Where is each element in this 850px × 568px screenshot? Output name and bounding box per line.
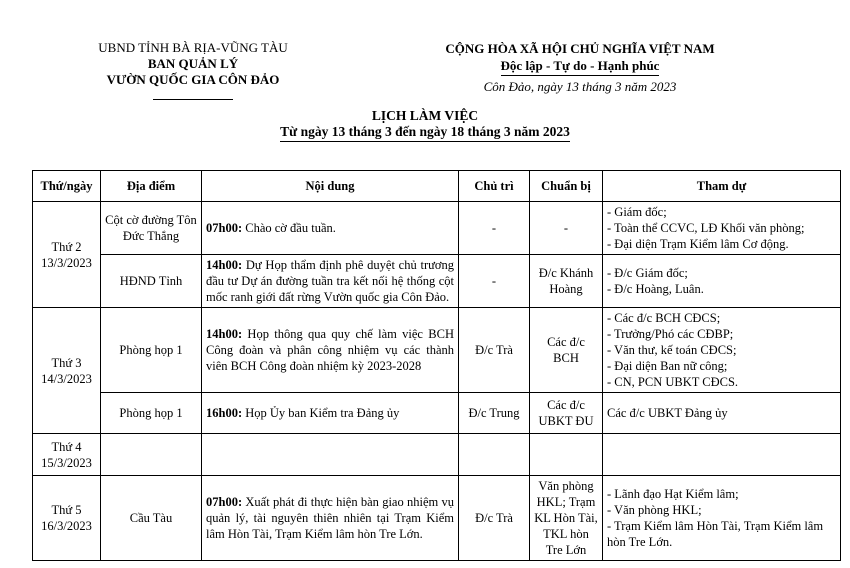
content-cell: [202, 202, 459, 255]
day-cell: [33, 308, 101, 434]
content-text: Họp thông qua quy chế làm việc BCH Công đoàn và phân công nhiệm vụ các thành viên BCH Công đoàn nhiệm kỳ 2023-2028: [206, 327, 454, 373]
attendee-line: - Đ/c Giám đốc;: [607, 266, 688, 280]
table-row: [33, 255, 841, 308]
content-cell: [202, 308, 459, 393]
day-label: Thứ 4: [51, 439, 82, 454]
issuer-park: VƯỜN QUỐC GIA CÔN ĐẢO: [106, 72, 280, 87]
time-label: 07h00:: [206, 221, 243, 235]
content-text: Xuất phát đi thực hiện bàn giao nhiệm vụ quản lý, tài nguyên thiên nhiên tại Trạm Kiểm lâm Hòn Tài, Trạm Kiểm lâm hòn Tre Lớn.: [206, 495, 454, 541]
header-chair: Chủ trì: [459, 171, 530, 202]
day-label: Thứ 2: [51, 239, 82, 254]
attendee-line: - CN, PCN UBKT CĐCS.: [607, 375, 739, 389]
table-row: [33, 202, 841, 255]
chair-cell: Đ/c Trà: [459, 308, 530, 393]
attendee-line: - Các đ/c BCH CĐCS;: [607, 311, 721, 325]
attendee-line: - Trạm Kiểm lâm Hòn Tài, Trạm Kiểm lâm hòn Tre Lớn.: [607, 519, 824, 549]
day-date: 15/3/2023: [41, 455, 92, 470]
attendees-cell: [603, 255, 841, 308]
attendee-line: - Đ/c Hoàng, Luân.: [607, 282, 704, 296]
schedule-period: Từ ngày 13 tháng 3 đến ngày 18 tháng 3 năm 2023: [280, 124, 570, 142]
time-label: 16h00:: [206, 406, 243, 420]
table-header-row: [33, 171, 841, 202]
attendee-line: - Lãnh đạo Hạt Kiểm lâm;: [607, 487, 739, 501]
content-cell: [202, 393, 459, 434]
table-row: [33, 393, 841, 434]
day-label: Thứ 3: [51, 355, 82, 370]
day-cell: [33, 202, 101, 308]
attendee-line: - Đại diện Trạm Kiểm lâm Cơ động.: [607, 237, 789, 251]
attendee-line: Các đ/c UBKT Đảng ủy: [607, 406, 728, 420]
attendees-cell: [603, 476, 841, 561]
header-content: Nội dung: [202, 171, 459, 202]
place-cell: Cột cờ đường Tôn Đức Thắng: [101, 202, 202, 255]
header-attendees: Tham dự: [603, 171, 841, 202]
place-cell: HĐND Tỉnh: [101, 255, 202, 308]
table-row: [33, 308, 841, 393]
nation-block: [400, 40, 760, 95]
prep-cell: Đ/c Khánh Hoàng: [530, 255, 603, 308]
chair-cell: Đ/c Trung: [459, 393, 530, 434]
table-row: [33, 434, 841, 476]
content-text: Họp Ủy ban Kiểm tra Đảng ủy: [242, 406, 400, 420]
issuer-underline: [153, 99, 233, 100]
prep-cell: Văn phòng HKL; Trạm KL Hòn Tài, TKL hòn Tre Lớn: [530, 476, 603, 561]
chair-cell: -: [459, 255, 530, 308]
prep-cell: [530, 434, 603, 476]
day-cell: [33, 476, 101, 561]
chair-cell: -: [459, 202, 530, 255]
time-label: 07h00:: [206, 495, 243, 509]
schedule-title-block: [0, 108, 850, 142]
nation-motto: Độc lập - Tự do - Hạnh phúc: [501, 57, 660, 76]
day-date: 14/3/2023: [41, 371, 92, 386]
time-label: 14h00:: [206, 258, 243, 272]
issuer-province: UBND TỈNH BÀ RỊA-VŨNG TÀU: [98, 40, 288, 55]
content-cell: [202, 255, 459, 308]
prep-cell: Các đ/c BCH: [530, 308, 603, 393]
schedule-title: LỊCH LÀM VIỆC: [371, 108, 479, 123]
prep-cell: Các đ/c UBKT ĐU: [530, 393, 603, 434]
day-date: 13/3/2023: [41, 255, 92, 270]
attendee-line: - Trưởng/Phó các CĐBP;: [607, 327, 734, 341]
table-row: [33, 476, 841, 561]
attendee-line: - Giám đốc;: [607, 205, 667, 219]
attendees-cell: [603, 434, 841, 476]
place-cell: Phòng họp 1: [101, 393, 202, 434]
attendees-cell: [603, 393, 841, 434]
place-cell: [101, 434, 202, 476]
header-place: Địa điểm: [101, 171, 202, 202]
content-text: Chào cờ đầu tuần.: [242, 221, 336, 235]
content-cell: [202, 476, 459, 561]
header-prep: Chuẩn bị: [530, 171, 603, 202]
day-cell: [33, 434, 101, 476]
nation-title: CỘNG HÒA XÃ HỘI CHỦ NGHĨA VIỆT NAM: [445, 41, 715, 56]
day-label: Thứ 5: [51, 503, 82, 517]
attendee-line: - Toàn thể CCVC, LĐ Khối văn phòng;: [607, 221, 805, 235]
attendee-line: - Văn thư, kế toán CĐCS;: [607, 343, 737, 357]
issuer-board: BAN QUẢN LÝ: [147, 56, 239, 71]
time-label: 14h00:: [206, 327, 243, 341]
attendee-line: - Đại diện Ban nữ công;: [607, 359, 728, 373]
prep-cell: -: [530, 202, 603, 255]
place-cell: Cầu Tàu: [101, 476, 202, 561]
issuer-block: [58, 40, 328, 104]
attendees-cell: [603, 202, 841, 255]
place-cell: Phòng họp 1: [101, 308, 202, 393]
header-day: Thứ/ngày: [33, 171, 101, 202]
attendees-cell: [603, 308, 841, 393]
document-date: Côn Đảo, ngày 13 tháng 3 năm 2023: [483, 79, 677, 94]
day-date: 16/3/2023: [41, 519, 92, 533]
chair-cell: [459, 434, 530, 476]
chair-cell: Đ/c Trà: [459, 476, 530, 561]
content-text: Dự Họp thẩm định phê duyệt chủ trương đầu tư Dự án đường tuần tra kết nối hệ thống cột mốc ranh giới đất rừng Vườn quốc gia Côn Đảo.: [206, 258, 454, 304]
content-cell: [202, 434, 459, 476]
attendee-line: - Văn phòng HKL;: [607, 503, 702, 517]
schedule-table: [32, 170, 841, 561]
